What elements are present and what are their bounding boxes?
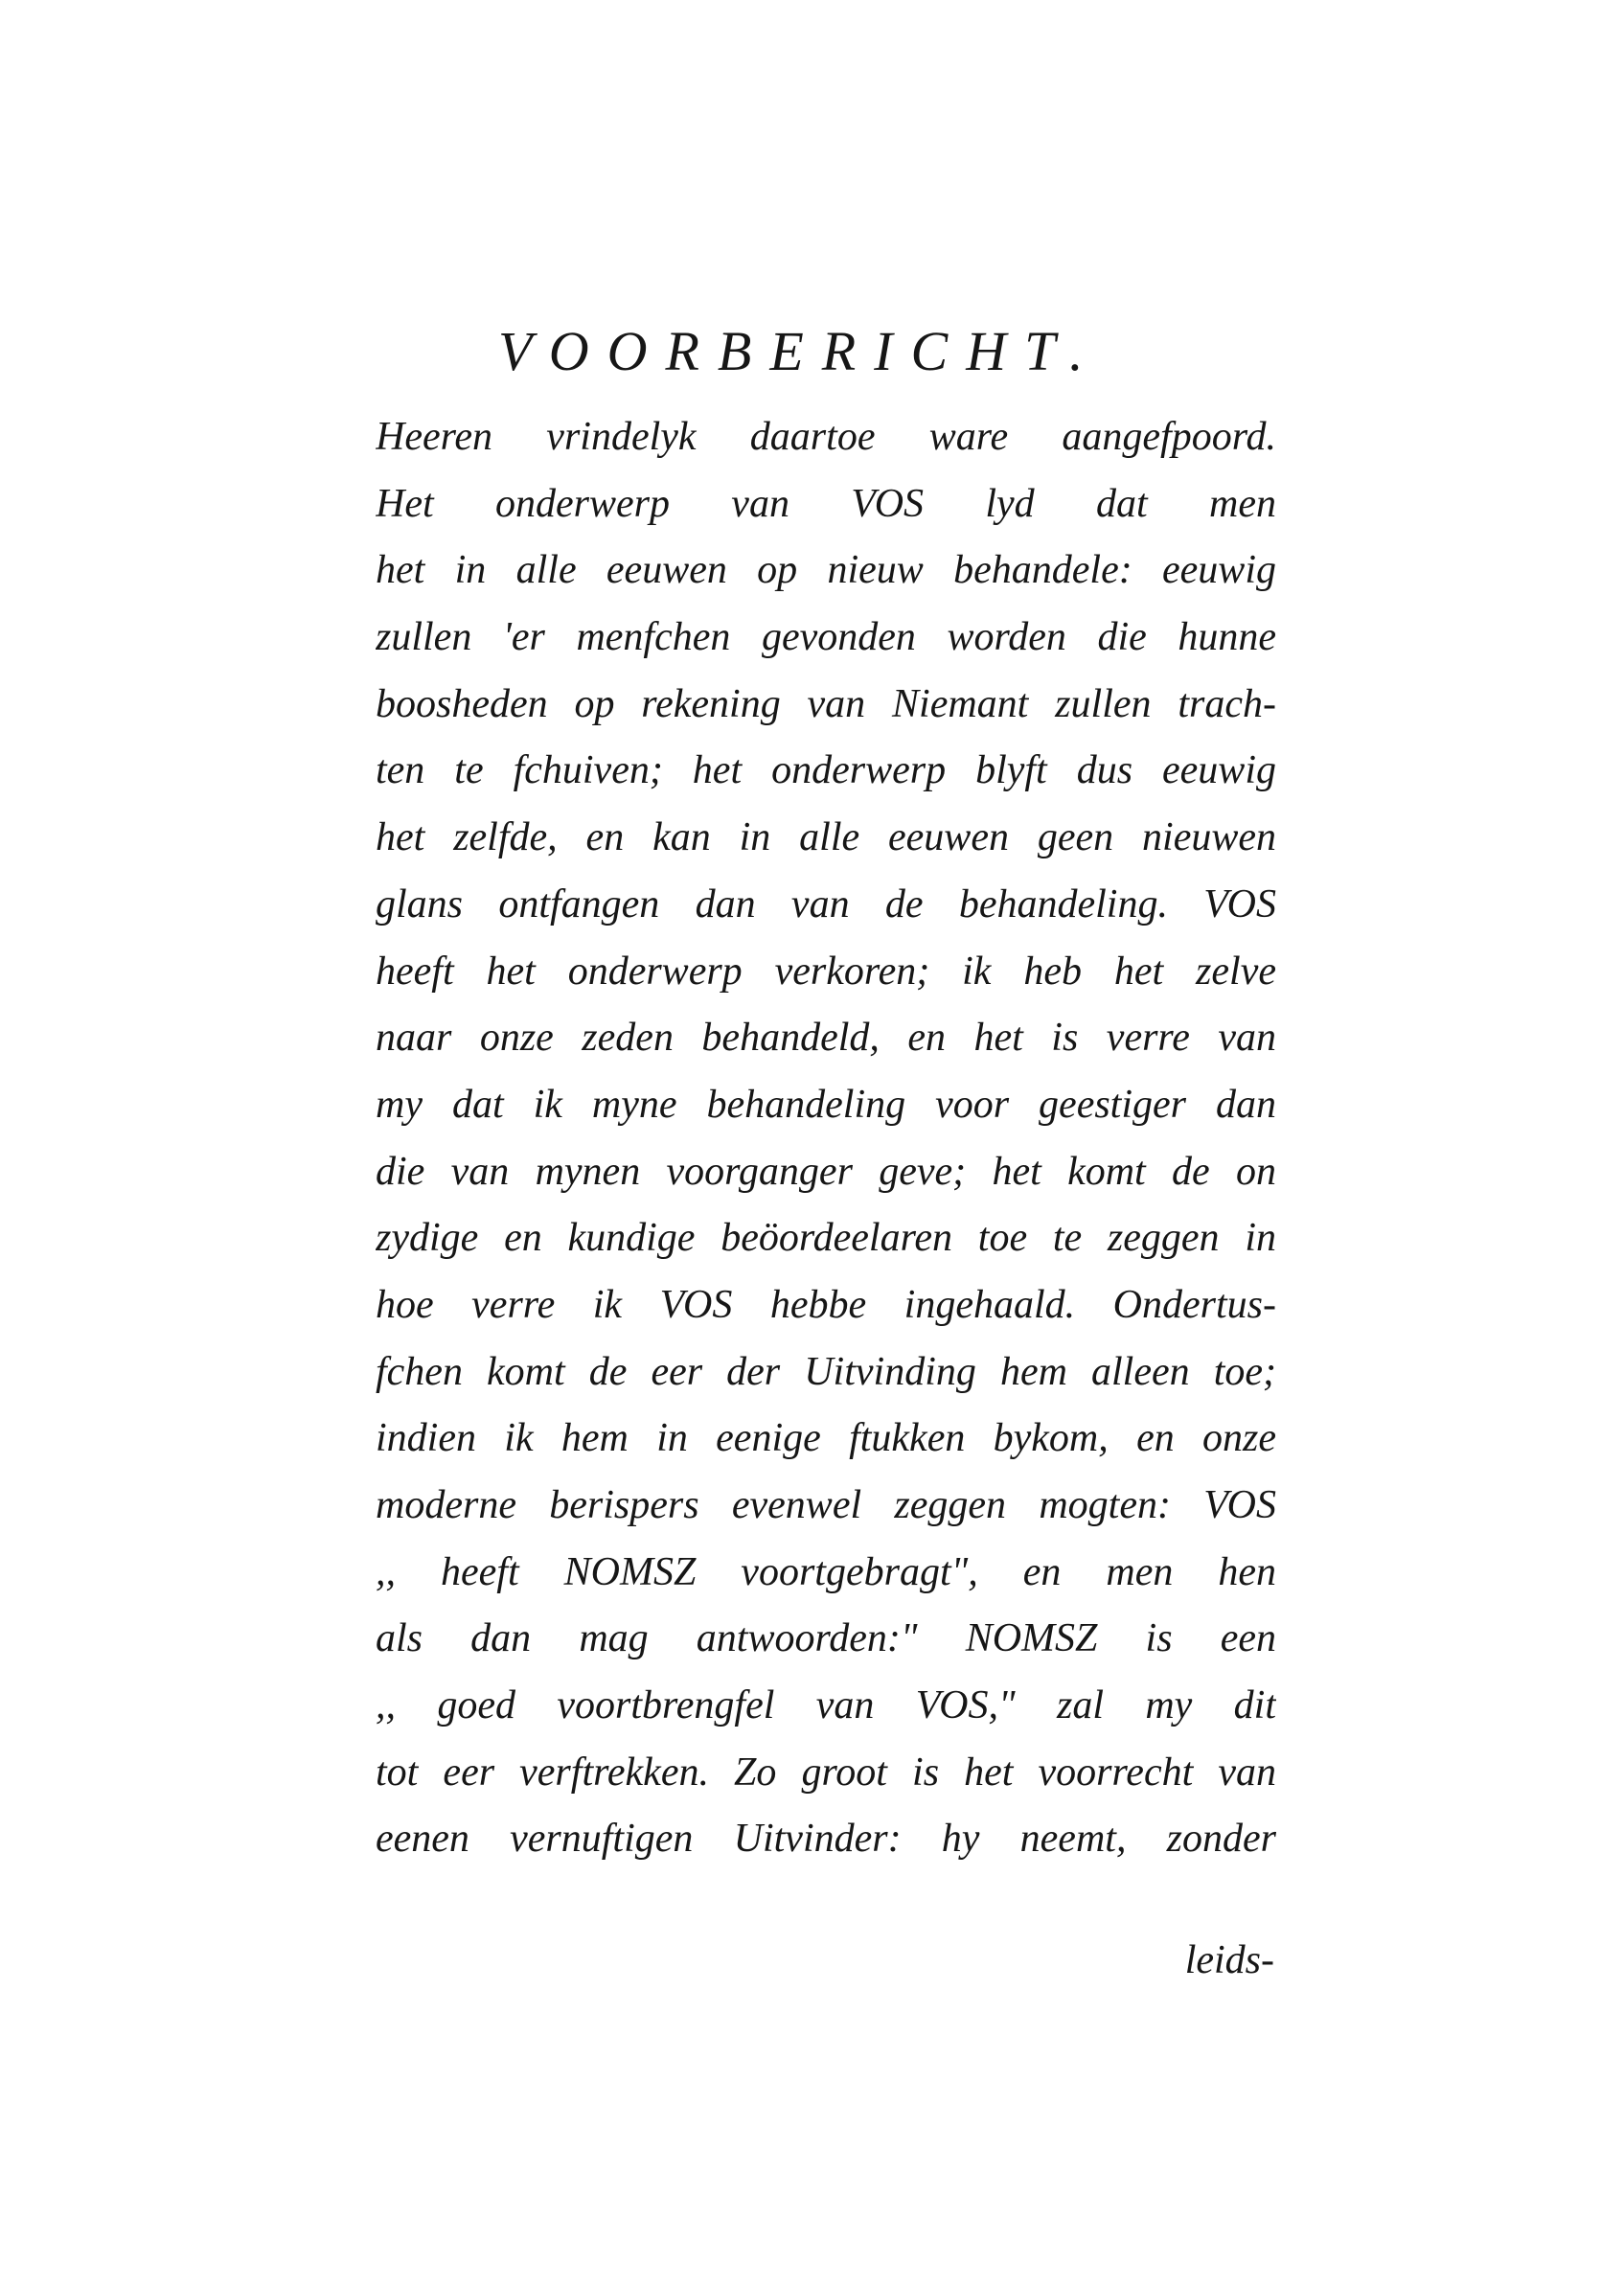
text-line: Heeren vrindelyk daartoe ware aangefpoord. [376,415,1276,459]
text-line: ten te fchuiven; het onderwerp blyft dus eeuwig [376,748,1276,793]
text-line: zydige en kundige beöordeelaren toe te zeggen in [376,1216,1276,1261]
text-line: het in alle eeuwen op nieuw behandele: eeuwig [376,548,1276,593]
text-line: ,, heeft NOMSZ voortgebragt", en men hen [376,1549,1276,1594]
text-line: my dat ik myne behandeling voor geestiger dan [376,1082,1276,1127]
text-line: die van mynen voorganger geve; het komt de on [376,1149,1276,1194]
page-heading: VOORBERICHT. [498,320,1102,382]
text-line: eenen vernuftigen Uitvinder: hy neemt, zonder [376,1817,1276,1862]
text-line: glans ontfangen dan van de behandeling. VOS [376,881,1276,927]
text-line: ,, goed voortbrengfel van VOS," zal my dit [376,1683,1276,1728]
catchword: leids- [1184,1938,1274,1982]
text-line: hoe verre ik VOS hebbe ingehaald. Ondertus- [376,1282,1276,1327]
text-line: naar onze zeden behandeld, en het is verre van [376,1016,1276,1061]
text-line: fchen komt de eer der Uitvinding hem alleen toe; [376,1349,1276,1394]
body-text [376,404,1276,1873]
text-line: boosheden op rekening van Niemant zullen trach- [376,681,1276,726]
text-line: Het onderwerp van VOS lyd dat men [376,481,1276,526]
text-line: het zelfde, en kan in alle eeuwen geen nieuwen [376,815,1276,860]
text-line: zullen 'er menfchen gevonden worden die hunne [376,615,1276,660]
text-line: indien ik hem in eenige ftukken bykom, en onze [376,1416,1276,1461]
text-line: als dan mag antwoorden:" NOMSZ is een [376,1616,1276,1661]
text-line: tot eer verftrekken. Zo groot is het voorrecht van [376,1750,1276,1795]
text-line: heeft het onderwerp verkoren; ik heb het zelve [376,949,1276,994]
text-line: moderne berispers evenwel zeggen mogten: VOS [376,1483,1276,1527]
